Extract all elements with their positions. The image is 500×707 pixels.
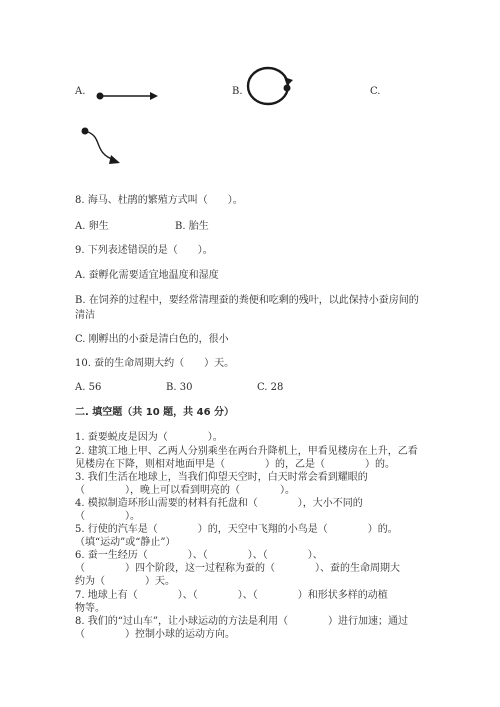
fill-line: 6. 蚕一生经历（ ）、（ ）、（ ）、 (75, 550, 323, 561)
section-title: 二. 填空题（共 10 题，共 46 分） (75, 407, 235, 418)
fill-line: 1. 蚕要蜕皮是因为（ ）。 (75, 432, 223, 443)
fill-line: （ ）控制小球的运动方向。 (75, 629, 235, 640)
fill-line: 8. 我们的“过山车”，让小球运动的方法是利用（ ）进行加速；通过 (75, 616, 408, 627)
q9-option-a: A. 蚕孵化需要适宜地温度和湿度 (75, 270, 219, 281)
fill-line: 4. 模拟制造环形山需要的材料有托盘和（ ），大小不同的 (75, 498, 363, 509)
fill-line: （ ）四个阶段，这一过程称为蚕的（ ）、蚕的生命周期大 (75, 563, 400, 574)
fill-line: 约为（ ）天。 (75, 576, 175, 587)
curved-arrow-icon (78, 124, 126, 168)
q9-option-b-line1: B. 在饲养的过程中，要经常清理蚕的粪便和吃剩的残叶，以此保持小蚕房间的 (75, 295, 419, 306)
question-8: 8. 海马、杜鹃的繁殖方式叫（ ）。 (75, 195, 243, 206)
fill-line: 7. 地球上有（ ）、（ ）、（ ）和形状多样的动植 (75, 590, 388, 601)
option-b-label: B. (232, 86, 243, 97)
q10-option-a: A. 56 (75, 382, 102, 393)
question-10: 10. 蚕的生命周期大约（ ）天。 (75, 358, 235, 369)
circular-motion-icon (244, 64, 300, 110)
option-a-label: A. (75, 86, 86, 97)
fill-line: 2. 建筑工地上甲、乙两人分别乘坐在两台升降机上，甲看见楼房在上升，乙看 (75, 446, 418, 457)
q9-option-b-line2: 清洁 (75, 310, 95, 321)
q8-option-b: B. 胎生 (175, 221, 209, 232)
fill-line: （填“运动”或“静止”） (75, 537, 176, 548)
fill-line: 见楼房在下降，则相对地面甲是（ ）的，乙是（ ）的。 (75, 459, 395, 470)
fill-line: （ ）。 (75, 511, 140, 522)
fill-line: （ ），晚上可以看到明亮的（ ）。 (75, 485, 295, 496)
fill-line: 3. 我们生活在地球上，当我们仰望天空时，白天时常会看到耀眼的 (75, 472, 368, 483)
option-c-label: C. (370, 86, 381, 97)
fill-line: 物等。 (75, 603, 105, 614)
q9-option-c: C. 刚孵出的小蚕是清白色的，很小 (75, 334, 229, 345)
fill-line: 5. 行使的汽车是（ ）的，天空中飞翔的小鸟是（ ）的。 (75, 524, 398, 535)
q10-option-c: C. 28 (257, 382, 284, 393)
q8-option-a: A. 卵生 (75, 221, 109, 232)
question-9: 9. 下列表述错误的是（ ）。 (75, 245, 213, 256)
q10-option-b: B. 30 (166, 382, 193, 393)
straight-arrow-icon (92, 86, 162, 106)
